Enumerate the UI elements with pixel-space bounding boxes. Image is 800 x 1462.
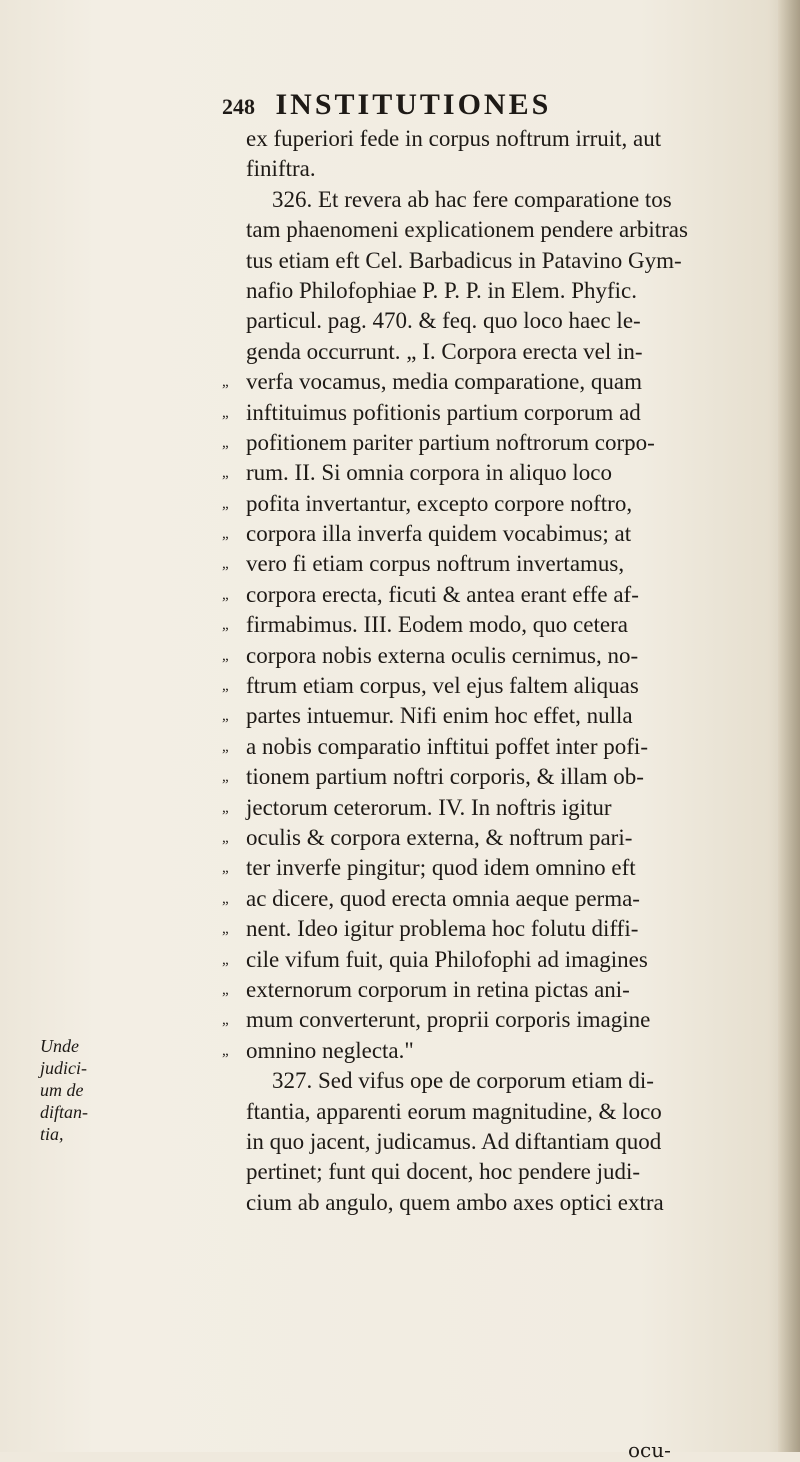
line-text: a nobis comparatio inftitui poffet inter pofi- [246,733,648,759]
text-line [222,732,762,762]
quote-mark: „ [222,981,229,998]
line-text: ter inverfe pingitur; quod idem omnino eft [246,855,636,881]
margin-note-line: Unde [40,1036,79,1056]
quote-mark: „ [222,495,229,512]
line-text: ftrum etiam corpus, vel ejus faltem aliquas [246,673,639,699]
line-text: oculis & corpora externa, & noftrum pari- [246,824,633,850]
line-text: in quo jacent, judicamus. Ad diftantiam quod [246,1128,662,1154]
text-line [222,975,762,1005]
line-text: verfa vocamus, media comparatione, quam [246,369,642,395]
text-line [222,610,762,640]
quote-mark: „ [222,526,229,543]
quote-mark: „ [222,374,229,391]
text-line [222,945,762,975]
line-text: corpora erecta, ficuti & antea erant effe af- [246,581,639,607]
text-line [222,641,762,671]
margin-note-line: judici- [40,1058,87,1078]
margin-note-line: um de [40,1080,84,1100]
quote-mark: „ [222,586,229,603]
quote-mark: „ [222,617,229,634]
text-line [222,519,762,549]
line-text: particul. pag. 470. & feq. quo loco haec le- [246,308,641,334]
line-text: pofitionem pariter partium noftrorum corpo- [246,429,655,455]
quote-mark: „ [222,799,229,816]
main-text-block [222,124,762,1218]
running-title: INSTITUTIONES [275,88,552,121]
text-line [222,671,762,701]
text-line [222,1066,762,1096]
quote-mark: „ [222,678,229,695]
text-line [222,884,762,914]
page-header [222,88,551,122]
quote-mark: „ [222,434,229,451]
quote-mark: „ [222,860,229,877]
line-text: tionem partium noftri corporis, & illam ob- [246,764,644,790]
line-text: tus etiam eft Cel. Barbadicus in Patavino Gym- [246,247,682,273]
quote-mark: „ [222,1042,229,1059]
line-text: cile vifum fuit, quia Philofophi ad imagines [246,946,648,972]
text-line [222,1188,762,1218]
quote-mark: „ [222,556,229,573]
text-line [222,914,762,944]
quote-mark: „ [222,921,229,938]
line-text: 326. Et revera ab hac fere comparatione tos [272,186,672,212]
page-number: 248 [222,94,255,119]
text-line [222,398,762,428]
text-line [222,793,762,823]
text-line [222,185,762,215]
text-line [222,1157,762,1187]
text-line [222,1036,762,1066]
page-edge [778,0,800,1452]
line-text: tam phaenomeni explicationem pendere arbitras [246,217,688,243]
text-line [222,367,762,397]
text-line [222,489,762,519]
text-line [222,124,762,154]
quote-mark: „ [222,829,229,846]
text-line [222,580,762,610]
quote-mark: „ [222,708,229,725]
quote-mark: „ [222,404,229,421]
quote-mark: „ [222,1012,229,1029]
line-text: mum converterunt, proprii corporis imagine [246,1007,651,1033]
text-line [222,1097,762,1127]
text-line [222,762,762,792]
line-text: corpora illa inverfa quidem vocabimus; at [246,521,632,547]
text-line [222,337,762,367]
quote-mark: „ [222,465,229,482]
line-text: ftantia, apparenti eorum magnitudine, & loco [246,1098,662,1124]
text-line [222,306,762,336]
margin-note-line: diftan- [40,1102,88,1122]
line-text: firmabimus. III. Eodem modo, quo cetera [246,612,628,638]
text-line [222,154,762,184]
catchword: ocu- [628,1438,671,1462]
text-line [222,1005,762,1035]
quote-mark: „ [222,769,229,786]
line-text: rum. II. Si omnia corpora in aliquo loco [246,460,613,486]
text-line [222,1127,762,1157]
text-line [222,549,762,579]
line-text: omnino neglecta." [246,1037,414,1063]
text-line [222,246,762,276]
line-text: finiftra. [246,156,316,182]
line-text: ex fuperiori fede in corpus noftrum irruit, aut [246,126,662,151]
line-text: vero fi etiam corpus noftrum invertamus, [246,551,625,577]
line-text: genda occurrunt. „ I. Corpora erecta vel in- [246,338,643,364]
text-line [222,853,762,883]
text-line [222,823,762,853]
text-line [222,458,762,488]
line-text: corpora nobis externa oculis cernimus, no- [246,642,639,668]
text-line [222,428,762,458]
quote-mark: „ [222,951,229,968]
text-line [222,701,762,731]
line-text: ac dicere, quod erecta omnia aeque perma- [246,885,640,911]
line-text: externorum corporum in retina pictas ani- [246,976,630,1002]
margin-note-line: tia, [40,1124,64,1144]
quote-mark: „ [222,647,229,664]
line-text: inftituimus pofitionis partium corporum ad [246,399,641,425]
line-text: pofita invertantur, excepto corpore noftro, [246,490,633,516]
line-text: partes intuemur. Nifi enim hoc effet, nulla [246,703,633,729]
text-line [222,215,762,245]
line-text: pertinet; funt qui docent, hoc pendere judi- [246,1159,641,1185]
text-line [222,276,762,306]
quote-mark: „ [222,890,229,907]
margin-note [40,1035,120,1145]
line-text: nafio Philofophiae P. P. P. in Elem. Phyfic. [246,277,637,303]
line-text: 327. Sed vifus ope de corporum etiam di- [272,1068,654,1094]
line-text: jectorum ceterorum. IV. In noftris igitur [246,794,612,820]
line-text: cium ab angulo, quem ambo axes optici extra [246,1189,664,1215]
line-text: nent. Ideo igitur problema hoc folutu diffi- [246,916,639,942]
quote-mark: „ [222,738,229,755]
